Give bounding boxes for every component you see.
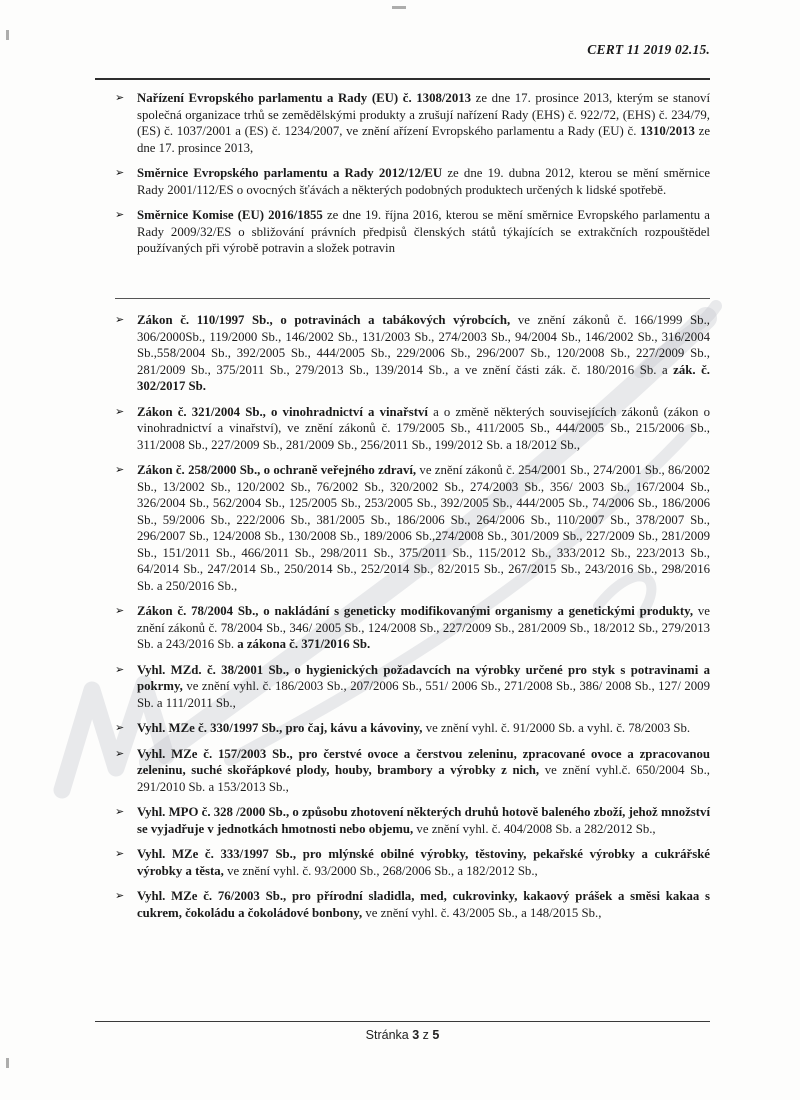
section-divider [115, 298, 710, 299]
bullet-arrow-icon: ➢ [115, 91, 125, 104]
list-item [115, 746, 710, 796]
bullet-arrow-icon: ➢ [115, 604, 125, 617]
eu-regulations-list [95, 90, 710, 266]
bullet-arrow-icon: ➢ [115, 805, 125, 818]
list-item-text: Vyhl. MPO č. 328 /2000 Sb., o způsobu zhotovení některých druhů hotově baleného zboží, jehož množství se vyjadřuje v jednotkách hmotnosti nebo objemu, ve znění vyhl. č. 404/2008 Sb. a 282/2012 Sb., [137, 805, 710, 836]
list-item-text: Zákon č. 258/2000 Sb., o ochraně veřejného zdraví, ve znění zákonů č. 254/2001 Sb., 274/2001 Sb., 86/2002 Sb., 13/2002 Sb., 120/2002 Sb., 76/2002 Sb., 320/2002 Sb., 274/2003 Sb., 356/ 2003 Sb., 167/2004 Sb., 326/2004 Sb., 562/2004 Sb., 125/2005 Sb., 253/2005 Sb., 392/2005 Sb., 444/2005 Sb., 74/2006 Sb., 186/2006 Sb., 59/2006 Sb., 222/2006 Sb., 381/2005 Sb., 186/2006 Sb., 264/2006 Sb., 110/2007 Sb., 378/2007 Sb., 296/2007 Sb., 124/2008 Sb., 130/2008 Sb., 189/2006 Sb.,274/2008 Sb., 301/2009 Sb., 227/2009 Sb., 281/2009 Sb., 151/2011 Sb., 466/2011 Sb., 298/2011 Sb., 375/2011 Sb., 115/2012 Sb., 333/2012 Sb., 223/2013 Sb., 64/2014 Sb., 247/2014 Sb., 250/2014 Sb., 252/2014 Sb., 82/2015 Sb., 267/2015 Sb., 243/2016 Sb., 298/2016 Sb. a 250/2016 Sb., [137, 463, 710, 593]
bullet-arrow-icon: ➢ [115, 313, 125, 326]
bullet-arrow-icon: ➢ [115, 463, 125, 476]
list-item [115, 804, 710, 837]
bullet-arrow-icon: ➢ [115, 746, 125, 760]
bullet-arrow-icon: ➢ [115, 847, 125, 860]
scan-artifact [6, 1058, 9, 1068]
list-item-text: Vyhl. MZd. č. 38/2001 Sb., o hygienických požadavcích na výrobky určené pro styk s potravinami a pokrmy, ve znění vyhl. č. 186/2003 Sb., 207/2006 Sb., 551/ 2006 Sb., 271/2008 Sb., 386/ 2008 Sb., 127/ 2009 Sb. a 111/2011 Sb., [137, 662, 710, 710]
list-item-text: Vyhl. MZe č. 157/2003 Sb., pro čerstvé ovoce a čerstvou zeleninu, zpracované ovoce a zpracovanou zeleninu, suché skořápkové plody, houby, brambory a výrobky z nich, ve znění vyhl.č. 650/2004 Sb., 291/2010 Sb. a 153/2013 Sb., [137, 746, 710, 794]
bullet-arrow-icon: ➢ [115, 662, 125, 676]
national-laws-list [95, 312, 710, 930]
bullet-arrow-icon: ➢ [115, 404, 125, 418]
bullet-arrow-icon: ➢ [115, 208, 125, 221]
list-item-text: Směrnice Komise (EU) 2016/1855 ze dne 19. října 2016, kterou se mění směrnice Evropského parlamentu a Rady 2009/32/ES o sbližování právních předpisů členských států týkajících se extrakčních rozpouštědel používaných při výrobě potravin a složek potravin [137, 208, 710, 255]
bullet-arrow-icon: ➢ [115, 166, 125, 179]
list-item-text: Zákon č. 78/2004 Sb., o nakládání s geneticky modifikovanými organismy a genetickými produkty, ve znění zákonů č. 78/2004 Sb., 346/ 2005 Sb., 124/2008 Sb., 227/2009 Sb., 281/2009 Sb., 18/2012 Sb., 279/2013 Sb. a 243/2016 Sb. a zákona č. 371/2016 Sb. [137, 604, 710, 651]
scan-artifact [6, 30, 9, 40]
list-item-text: Nařízení Evropského parlamentu a Rady (EU) č. 1308/2013 ze dne 17. prosince 2013, kterým se stanoví společná organizace trhů se zemědělskými produkty a zrušují nařízení Rady (EHS) č. 922/72, (EHS) č. 234/79, (ES) č. 1037/2001 a (ES) č. 1234/2007, ve znění ařízení Evropského parlamentu a Rady (EU) č. 1310/2013 ze dne 17. prosince 2013, [137, 91, 710, 155]
footer-rule [95, 1021, 710, 1022]
list-item-text: Vyhl. MZe č. 330/1997 Sb., pro čaj, kávu a kávoviny, ve znění vyhl. č. 91/2000 Sb. a vyhl. č. 78/2003 Sb. [137, 721, 691, 735]
bullet-arrow-icon: ➢ [115, 889, 125, 902]
list-item [115, 404, 710, 454]
list-item [115, 165, 710, 198]
list-item [115, 207, 710, 257]
list-item [115, 720, 710, 737]
list-item [115, 312, 710, 395]
bullet-arrow-icon: ➢ [115, 721, 125, 734]
list-item [115, 603, 710, 653]
page-number: Stránka 3 z 5 [365, 1028, 440, 1042]
header-rule [95, 78, 710, 80]
list-item [115, 462, 710, 594]
list-item-text: Směrnice Evropského parlamentu a Rady 2012/12/EU ze dne 19. dubna 2012, kterou se mění směrnice Rady 2001/112/ES o ovocných šťávách a některých podobných produktech určených k lidské spotřebě. [137, 166, 710, 197]
scan-artifact [392, 6, 406, 9]
list-item [115, 846, 710, 879]
list-item-text: Vyhl. MZe č. 333/1997 Sb., pro mlýnské obilné výrobky, těstoviny, pekařské výrobky a cukrářské výrobky a těsta, ve znění vyhl. č. 93/2000 Sb., 268/2006 Sb., a 182/2012 Sb., [137, 847, 710, 878]
list-item [115, 662, 710, 712]
header-reference: CERT 11 2019 02.15. [587, 42, 710, 57]
list-item-text: Vyhl. MZe č. 76/2003 Sb., pro přírodní sladidla, med, cukrovinky, kakaový prášek a směsi kakaa s cukrem, čokoládu a čokoládové bonbony, ve znění vyhl. č. 43/2005 Sb., a 148/2015 Sb., [137, 889, 710, 920]
list-item-text: Zákon č. 110/1997 Sb., o potravinách a tabákových výrobcích, ve znění zákonů č. 166/1999 Sb., 306/2000Sb., 119/2000 Sb., 146/2002 Sb., 131/2003 Sb., 274/2003 Sb., 94/2004 Sb., 146/2002 Sb., 316/2004 Sb.,558/2004 Sb., 392/2005 Sb., 444/2005 Sb., 229/2006 Sb., 296/2007 Sb., 120/2008 Sb., 227/2009 Sb., 281/2009 Sb., 375/2011 Sb., 279/2013 Sb., 139/2014 Sb., a ve znění části zák. č. 180/2016 Sb. a zák. č. 302/2017 Sb. [137, 313, 710, 393]
list-item [115, 90, 710, 156]
list-item [115, 888, 710, 921]
list-item-text: Zákon č. 321/2004 Sb., o vinohradnictví a vinařství a o změně některých souvisejících zákonů (zákon o vinohradnictví a vinařství), ve znění zákonů č. 179/2005 Sb., 411/2005 Sb., 444/2005 Sb., 215/2006 Sb., 311/2008 Sb., 227/2009 Sb., 281/2009 Sb., 256/2011 Sb., 199/2012 Sb. a 18/2012 Sb., [137, 404, 710, 452]
